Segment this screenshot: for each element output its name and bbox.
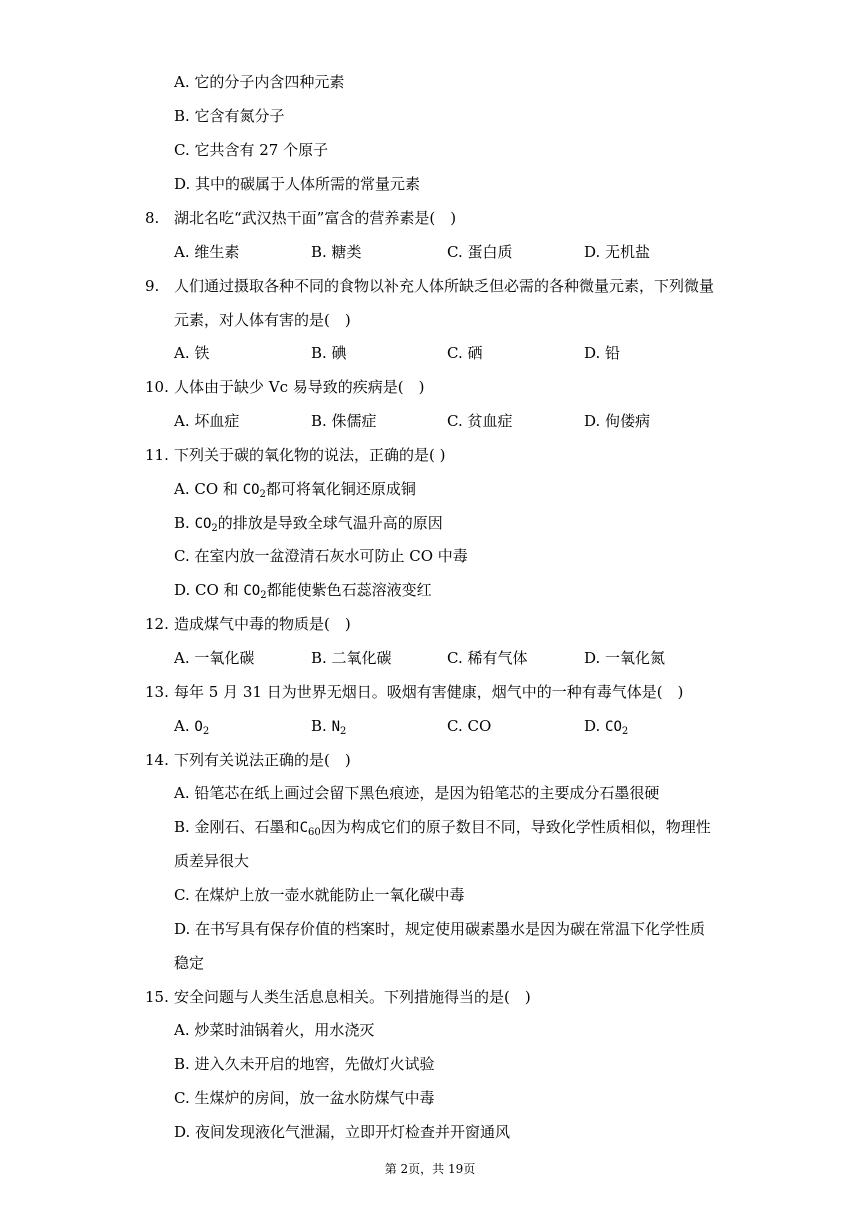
q11-option-a-text: 都可将氧化铜还原成铜: [265, 480, 416, 498]
q7-option-b: B. 它含有氮分子: [174, 107, 285, 125]
q15-number: 15.: [145, 988, 169, 1006]
c60-formula: C: [299, 820, 308, 836]
q8-option-c: C. 蛋白质: [447, 243, 513, 261]
q9-option-b: B. 碘: [311, 344, 347, 362]
q13-stem: 每年 5 月 31 日为世界无烟日。吸烟有害健康，烟气中的一种有毒气体是( ): [174, 683, 684, 701]
q13-option-b: [311, 716, 346, 737]
q15-option-a: A. 炒菜时油锅着火，用水浇灭: [174, 1021, 375, 1039]
q10-option-a: A. 坏血症: [174, 412, 240, 430]
q12-option-c: C. 稀有气体: [447, 649, 528, 667]
q8-number: 8.: [145, 209, 160, 227]
q13-option-a-prefix: A.: [174, 717, 195, 735]
q15-option-c: C. 生煤炉的房间，放一盆水防煤气中毒: [174, 1089, 435, 1107]
subscript: 60: [308, 827, 321, 838]
subscript: 2: [202, 726, 210, 737]
q13-option-c: C. CO: [447, 717, 492, 735]
q13-option-a: [174, 716, 209, 737]
q14-option-a: A. 铅笔芯在纸上画过会留下黑色痕迹，是因为铅笔芯的主要成分石墨很硬: [174, 784, 660, 802]
q14-option-b-line1: [174, 817, 711, 838]
q10-option-d: D. 佝偻病: [584, 412, 651, 430]
q13-option-d: [584, 716, 628, 737]
q12-option-d: D. 一氧化氮: [584, 649, 666, 667]
q13-option-d-prefix: D.: [584, 717, 606, 735]
q7-option-c: C. 它共含有 27 个原子: [174, 141, 329, 159]
q14-number: 14.: [145, 751, 169, 769]
q12-number: 12.: [145, 615, 169, 633]
q14-option-b-prefix: B. 金刚石、石墨和: [174, 818, 300, 836]
q13-number: 13.: [145, 683, 169, 701]
q11-option-b-text: 的排放是导致全球气温升高的原因: [217, 514, 443, 532]
q7-option-a: A. 它的分子内含四种元素: [174, 73, 345, 91]
co2-formula: CO: [243, 583, 261, 599]
co2-formula: CO: [242, 482, 260, 498]
q15-option-d: D. 夜间发现液化气泄漏，立即开灯检查并开窗通风: [174, 1123, 511, 1141]
q11-stem: 下列关于碳的氧化物的说法，正确的是( ): [174, 446, 446, 464]
co2-formula: CO: [194, 516, 212, 532]
q15-stem: 安全问题与人类生活息息相关。下列措施得当的是( ): [174, 988, 531, 1006]
q14-option-b-text: 因为构成它们的原子数目不同，导致化学性质相似，物理性: [320, 818, 711, 836]
q14-option-d-line1: D. 在书写具有保存价值的档案时，规定使用碳素墨水是因为碳在常温下化学性质: [174, 920, 706, 938]
q12-stem: 造成煤气中毒的物质是( ): [174, 615, 351, 633]
q8-option-b: B. 糖类: [311, 243, 362, 261]
q11-option-d: [174, 580, 432, 601]
q13-option-b-prefix: B.: [311, 717, 332, 735]
q9-option-d: D. 铅: [584, 344, 621, 362]
q9-stem-line2: 元素，对人体有害的是( ): [174, 311, 351, 329]
q9-option-c: C. 硒: [447, 344, 483, 362]
q14-stem: 下列有关说法正确的是( ): [174, 751, 351, 769]
q12-option-a: A. 一氧化碳: [174, 649, 255, 667]
q8-option-d: D. 无机盐: [584, 243, 651, 261]
q8-option-a: A. 维生素: [174, 243, 240, 261]
subscript: 2: [340, 726, 347, 737]
co2-formula: CO: [605, 719, 622, 735]
subscript: 2: [260, 590, 267, 601]
q9-number: 9.: [145, 277, 160, 295]
q8-stem: 湖北名吃“武汉热干面”富含的营养素是( ): [174, 209, 457, 227]
q11-option-a-prefix: A. CO 和: [174, 480, 243, 498]
q10-number: 10.: [145, 378, 169, 396]
q11-option-c: C. 在室内放一盆澄清石灰水可防止 CO 中毒: [174, 547, 468, 565]
q9-stem-line1: 人们通过摄取各种不同的食物以补充人体所缺乏但必需的各种微量元素，下列微量: [174, 277, 715, 295]
subscript: 2: [621, 726, 629, 737]
q9-option-a: A. 铁: [174, 344, 210, 362]
q10-option-c: C. 贫血症: [447, 412, 513, 430]
q12-option-b: B. 二氧化碳: [311, 649, 392, 667]
q10-option-b: B. 侏儒症: [311, 412, 377, 430]
o2-formula: O: [194, 719, 203, 735]
n2-formula: N: [331, 719, 340, 735]
subscript: 2: [211, 523, 218, 534]
q14-option-d-line2: 稳定: [174, 954, 205, 972]
q14-option-b-line2: 质差异很大: [174, 852, 250, 870]
q7-option-d: D. 其中的碳属于人体所需的常量元素: [174, 175, 421, 193]
subscript: 2: [259, 489, 266, 500]
q11-option-d-prefix: D. CO 和: [174, 581, 244, 599]
q11-option-d-text: 都能使紫色石蕊溶液变红: [266, 581, 432, 599]
q11-option-b-prefix: B.: [174, 514, 195, 532]
q15-option-b: B. 进入久未开启的地窖，先做灯火试验: [174, 1055, 435, 1073]
q11-number: 11.: [145, 446, 169, 464]
q11-option-a: [174, 479, 416, 500]
q11-option-b: [174, 513, 443, 534]
q14-option-c: C. 在煤炉上放一壶水就能防止一氧化碳中毒: [174, 886, 465, 904]
page-footer: 第 2页，共 19页: [384, 1162, 476, 1176]
q10-stem: 人体由于缺少 Vc 易导致的疾病是( ): [174, 378, 425, 396]
